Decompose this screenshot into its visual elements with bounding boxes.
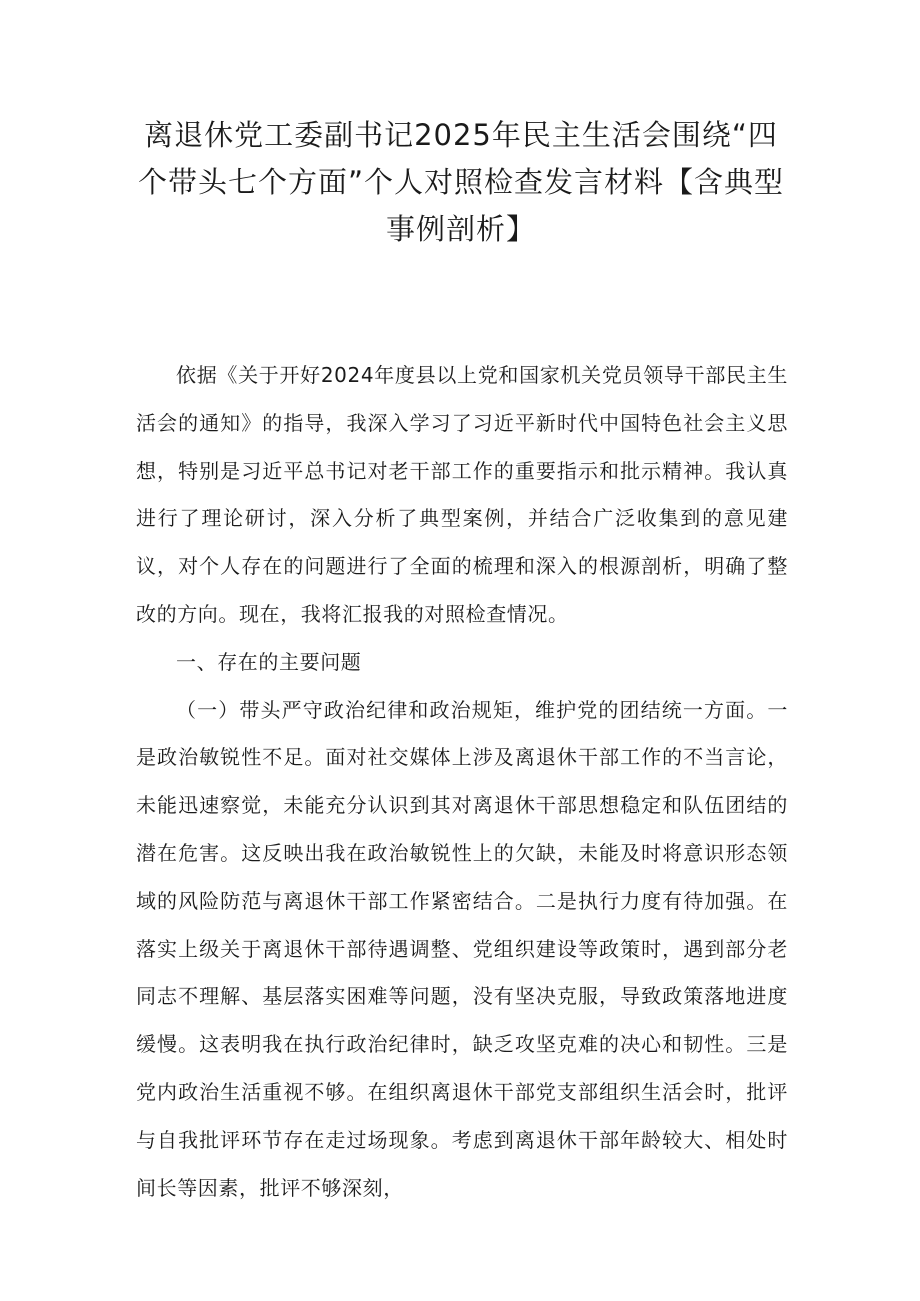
intro-paragraph: 依据《关于开好2024年度县以上党和国家机关党员领导干部民主生活会的通知》的指导，我深入学习了习近平新时代中国特色社会主义思想，特别是习近平总书记对老干部工作的重要指示和批示精神。我认真进行了理论研讨，深入分析了典型案例，并结合广泛收集到的意见建议，对个人存在的问题进行了全面的梳理和深入的根源剖析，明确了整改的方向。现在，我将汇报我的对照检查情况。 <box>136 363 788 626</box>
document-title: 离退休党工委副书记2025年民主生活会围绕“四个带头七个方面”个人对照检查发言材料【含典型事例剖析】 <box>137 118 785 246</box>
document-body <box>136 352 788 1212</box>
section-heading-main-problems: 一、存在的主要问题 <box>176 649 362 674</box>
problem-paragraph-1: （一）带头严守政治纪律和政治规矩，维护党的团结统一方面。一是政治敏锐性不足。面对社交媒体上涉及离退休干部工作的不当言论，未能迅速察觉，未能充分认识到其对离退休干部思想稳定和队伍团结的潜在危害。这反映出我在政治敏锐性上的欠缺，未能及时将意识形态领域的风险防范与离退休干部工作紧密结合。二是执行力度有待加强。在落实上级关于离退休干部待遇调整、党组织建设等政策时，遇到部分老同志不理解、基层落实困难等问题，没有坚决克服，导致政策落地进度缓慢。这表明我在执行政治纪律时，缺乏攻坚克难的决心和韧性。三是党内政治生活重视不够。在组织离退休干部党支部组织生活会时，批评与自我批评环节存在走过场现象。考虑到离退休干部年龄较大、相处时间长等因素，批评不够深刻， <box>136 697 788 1200</box>
